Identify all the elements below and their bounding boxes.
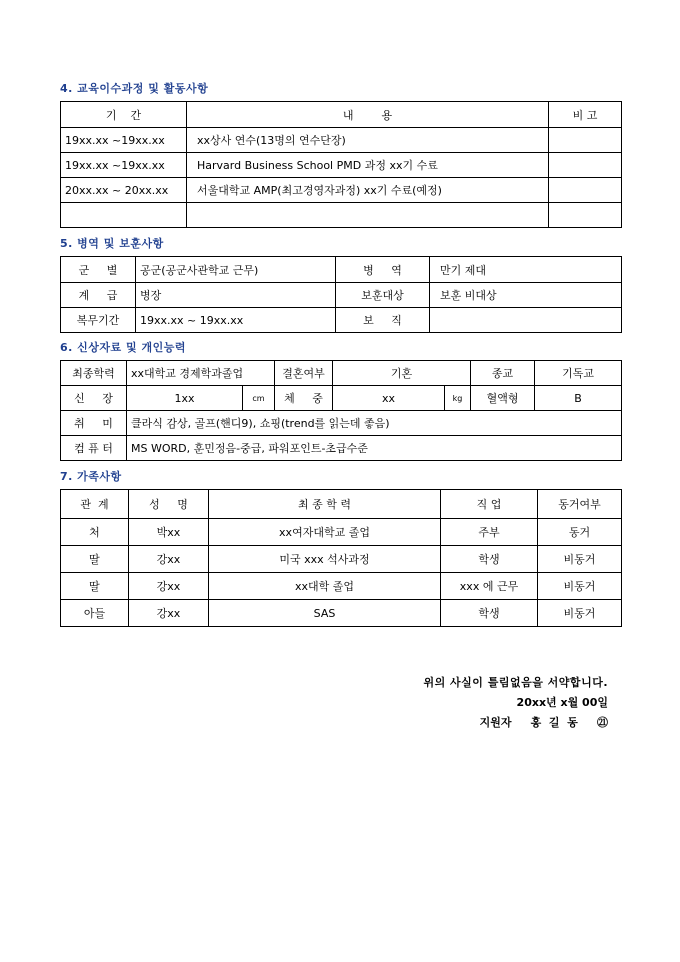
education-cell: xx대학 졸업: [209, 573, 441, 600]
education-table: [60, 101, 622, 228]
religion-label: 종교: [471, 361, 535, 386]
education-cell: 미국 xxx 석사과정: [209, 546, 441, 573]
signature-date: 20xx년 x월 00일: [516, 696, 608, 709]
name-cell: 강xx: [129, 573, 209, 600]
table-row: [61, 519, 622, 546]
weight-unit: kg: [445, 386, 471, 411]
education-cell: xx여자대학교 졸업: [209, 519, 441, 546]
hobby-value: 클라식 감상, 골프(핸디9), 쇼핑(trend를 읽는데 좋음): [127, 411, 622, 436]
period-cell: 19xx.xx ~19xx.xx: [61, 128, 187, 153]
table-row: [61, 178, 622, 203]
content-cell: Harvard Business School PMD 과정 xx기 수료: [187, 153, 549, 178]
header-cohabit: 동거여부: [538, 490, 622, 519]
period-cell: [61, 203, 187, 228]
name-cell: 강xx: [129, 546, 209, 573]
period-cell: 19xx.xx ~19xx.xx: [61, 153, 187, 178]
rank-value: 병장: [136, 283, 336, 308]
height-value: 1xx: [127, 386, 243, 411]
content-cell: xx상사 연수(13명의 연수단장): [187, 128, 549, 153]
table-row: [61, 600, 622, 627]
content-cell: [187, 203, 549, 228]
branch-label: 군 별: [61, 257, 136, 283]
cohabit-cell: 동거: [538, 519, 622, 546]
table-row: [61, 546, 622, 573]
relation-cell: 딸: [61, 573, 129, 600]
position-label: 보 직: [336, 308, 430, 333]
table-row: [61, 128, 622, 153]
remarks-cell: [549, 153, 622, 178]
cohabit-cell: 비동거: [538, 546, 622, 573]
weight-value: xx: [333, 386, 445, 411]
relation-cell: 딸: [61, 546, 129, 573]
relation-cell: 아들: [61, 600, 129, 627]
hobby-label: 취 미: [61, 411, 127, 436]
header-content: 내 용: [187, 102, 549, 128]
religion-value: 기독교: [535, 361, 622, 386]
height-unit: cm: [243, 386, 275, 411]
education-label: 최종학력: [61, 361, 127, 386]
table-row: [61, 153, 622, 178]
table-header-row: [61, 102, 622, 128]
period-cell: 20xx.xx ~ 20xx.xx: [61, 178, 187, 203]
computer-value: MS WORD, 훈민정음-중급, 파워포인트-초급수준: [127, 436, 622, 461]
position-value: [430, 308, 622, 333]
table-row: [61, 203, 622, 228]
branch-value: 공군(공군사관학교 근무): [136, 257, 336, 283]
marital-label: 결혼여부: [275, 361, 333, 386]
remarks-cell: [549, 178, 622, 203]
weight-label: 체 중: [275, 386, 333, 411]
job-cell: 학생: [441, 600, 538, 627]
computer-label: 컴 퓨 터: [61, 436, 127, 461]
header-period: 기 간: [61, 102, 187, 128]
rank-label: 계 급: [61, 283, 136, 308]
veteran-value: 보훈 비대상: [430, 283, 622, 308]
cohabit-cell: 비동거: [538, 573, 622, 600]
period-label: 복무기간: [61, 308, 136, 333]
section-title-personal: 6. 신상자료 및 개인능력: [60, 341, 186, 354]
header-remarks: 비 고: [549, 102, 622, 128]
military-table: [60, 256, 622, 333]
applicant-signature: 지원자 홍 길 동 ㉑: [479, 716, 608, 729]
blood-value: B: [535, 386, 622, 411]
table-header-row: [61, 490, 622, 519]
veteran-label: 보훈대상: [336, 283, 430, 308]
job-cell: 주부: [441, 519, 538, 546]
header-relation: 관 계: [61, 490, 129, 519]
header-job: 직 업: [441, 490, 538, 519]
remarks-cell: [549, 128, 622, 153]
service-label: 병 역: [336, 257, 430, 283]
name-cell: 박xx: [129, 519, 209, 546]
header-education: 최 종 학 력: [209, 490, 441, 519]
section-title-military: 5. 병역 및 보훈사항: [60, 237, 164, 250]
section-title-education: 4. 교육이수과정 및 활동사항: [60, 82, 209, 95]
height-label: 신 장: [61, 386, 127, 411]
job-cell: xxx 에 근무: [441, 573, 538, 600]
marital-value: 기혼: [333, 361, 471, 386]
pledge-statement: 위의 사실이 틀림없음을 서약합니다.: [423, 676, 608, 689]
period-value: 19xx.xx ~ 19xx.xx: [136, 308, 336, 333]
header-name: 성 명: [129, 490, 209, 519]
cohabit-cell: 비동거: [538, 600, 622, 627]
education-value: xx대학교 경제학과졸업: [127, 361, 275, 386]
relation-cell: 처: [61, 519, 129, 546]
education-cell: SAS: [209, 600, 441, 627]
content-cell: 서울대학교 AMP(최고경영자과정) xx기 수료(예정): [187, 178, 549, 203]
job-cell: 학생: [441, 546, 538, 573]
personal-table: [60, 360, 622, 461]
service-value: 만기 제대: [430, 257, 622, 283]
family-table: [60, 489, 622, 627]
remarks-cell: [549, 203, 622, 228]
section-title-family: 7. 가족사항: [60, 470, 122, 483]
name-cell: 강xx: [129, 600, 209, 627]
table-row: [61, 573, 622, 600]
blood-label: 혈액형: [471, 386, 535, 411]
